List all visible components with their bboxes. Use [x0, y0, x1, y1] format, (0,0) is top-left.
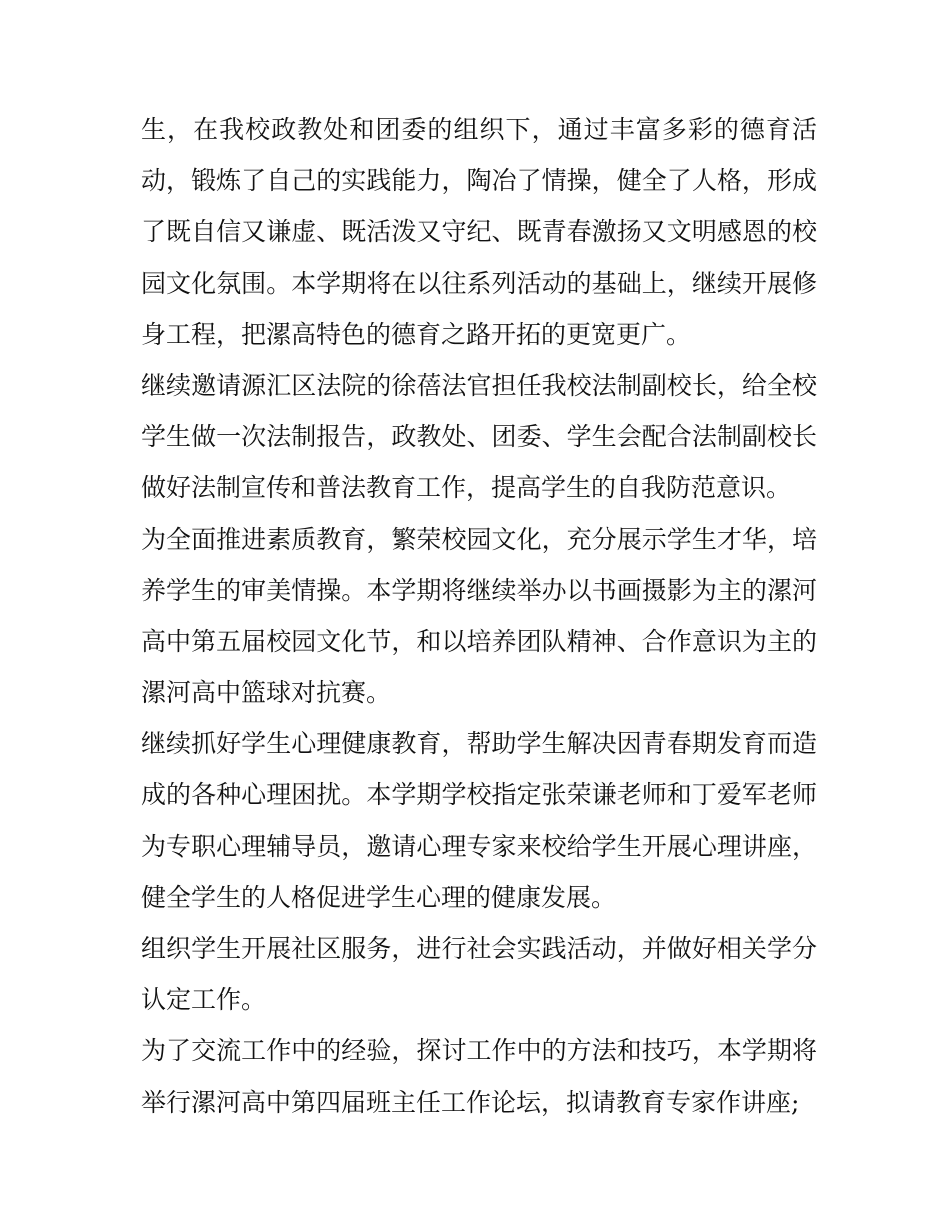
text-line: 园文化氛围。本学期将在以往系列活动的基础上，继续开展修: [141, 268, 817, 298]
paragraph: [141, 923, 817, 1025]
text-line: 做好法制宣传和普法教育工作，提高学生的自我防范意识。: [141, 473, 792, 503]
text-line: 为了交流工作中的经验，探讨工作中的方法和技巧，本学期将: [141, 1036, 817, 1066]
text-line: 成的各种心理困扰。本学期学校指定张荣谦老师和丁爱军老师: [141, 780, 817, 810]
text-line: 了既自信又谦虚、既活泼又守纪、既青春激扬又文明感恩的校: [141, 217, 817, 247]
text-line: 动，锻炼了自己的实践能力，陶冶了情操，健全了人格，形成: [141, 166, 817, 196]
text-line: 组织学生开展社区服务，进行社会实践活动，并做好相关学分: [141, 934, 817, 963]
text-line: 继续邀请源汇区法院的徐蓓法官担任我校法制副校长，给全校: [141, 370, 817, 400]
paragraph: [141, 360, 817, 514]
text-line: 高中第五届校园文化节，和以培养团队精神、合作意识为主的: [141, 626, 817, 656]
text-line: 认定工作。: [141, 985, 267, 1015]
text-line: 漯河高中篮球对抗赛。: [141, 678, 392, 708]
text-line: 健全学生的人格促进学生心理的健康发展。: [141, 882, 617, 912]
document-body: [141, 104, 817, 1128]
paragraph: [141, 104, 817, 360]
text-line: 身工程，把漯高特色的德育之路开拓的更宽更广。: [141, 319, 692, 349]
text-line: 继续抓好学生心理健康教育，帮助学生解决因青春期发育而造: [141, 729, 817, 759]
text-line: 学生做一次法制报告，政教处、团委、学生会配合法制副校长: [141, 422, 817, 452]
text-line: 举行漯河高中第四届班主任工作论坛，拟请教育专家作讲座;: [141, 1087, 800, 1117]
paragraph: [141, 514, 817, 719]
text-line: 生，在我校政教处和团委的组织下，通过丰富多彩的德育活: [141, 115, 817, 144]
paragraph: [141, 718, 817, 923]
text-line: 养学生的审美情操。本学期将继续举办以书画摄影为主的漯河: [141, 575, 817, 605]
text-line: 为专职心理辅导员，邀请心理专家来校给学生开展心理讲座，: [141, 831, 817, 861]
text-line: 为全面推进素质教育，繁荣校园文化，充分展示学生才华，培: [141, 524, 817, 554]
paragraph: [141, 1025, 817, 1127]
